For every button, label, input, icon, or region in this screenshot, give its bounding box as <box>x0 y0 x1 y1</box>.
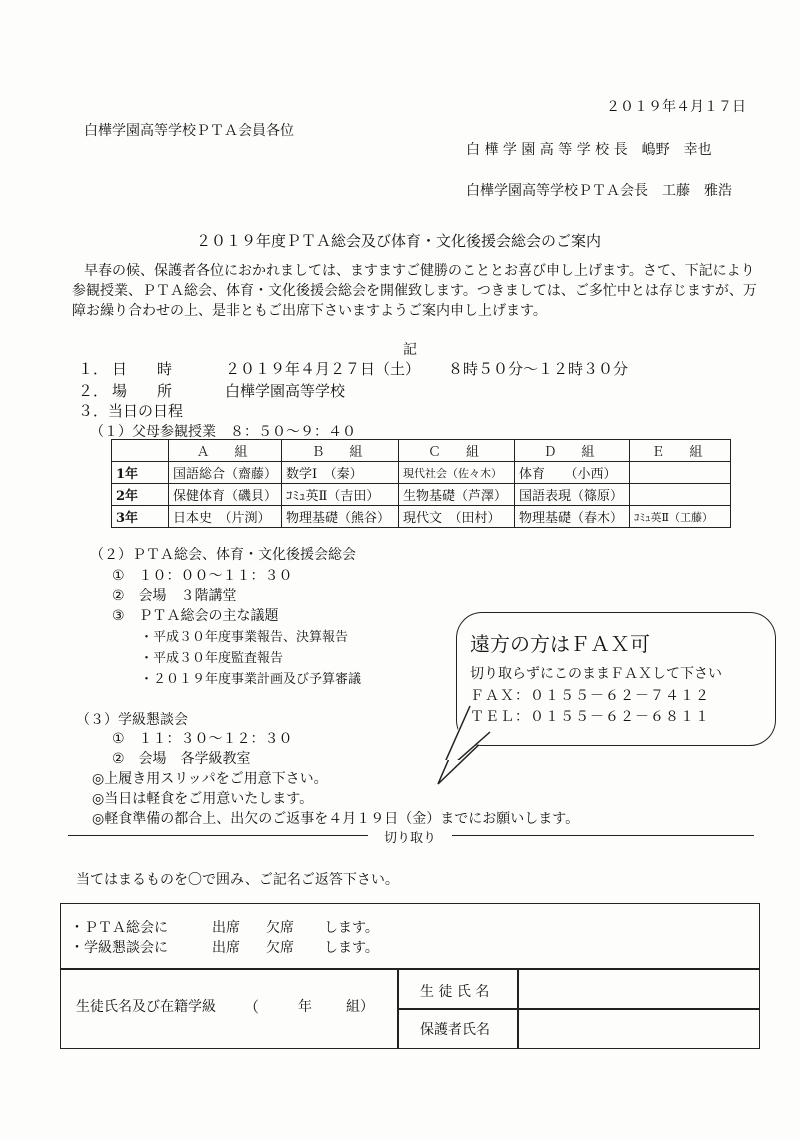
section-2-venue: ② 会場 ３階講堂 <box>112 588 237 604</box>
section-2-agenda-heading: ③ ＰＴＡ総会の主な議題 <box>112 608 279 624</box>
class-schedule-table <box>111 439 731 528</box>
item-2-num: ２． <box>78 382 109 400</box>
guardian-name-label: 保護者氏名 <box>420 1022 490 1038</box>
pta-president-name: 白樺学園高等学校ＰＴＡ会長 工藤 雅浩 <box>466 183 732 199</box>
intro-line-1: 早春の候、保護者各位におかれましては、ますますご健勝のこととお喜び申し上げます。さて、下記により <box>84 263 755 279</box>
section-1-heading: （１）父母参観授業 ８：５０～９：４０ <box>90 424 356 440</box>
addressee: 白樺学園高等学校ＰＴＡ会員各位 <box>84 123 294 139</box>
table-header-cell <box>112 440 169 462</box>
table-cell: 国語総合（齋藤） <box>169 462 282 484</box>
ki-heading: 記 <box>403 342 417 358</box>
agenda-item: ・２０１９年度事業計画及び予算審議 <box>140 672 362 687</box>
section-2-time: ① １０：００～１１：３０ <box>112 568 293 584</box>
event-place: 白樺学園高等学校 <box>225 382 346 400</box>
year-label[interactable]: 年 <box>298 999 312 1015</box>
item-2-label: 場 所 <box>112 382 173 400</box>
student-class-label: 生徒氏名及び在籍学級 <box>76 999 216 1015</box>
class-open-paren: （ <box>244 998 260 1016</box>
section-3-heading: （３）学級懇談会 <box>76 712 188 728</box>
reply-class-meeting-suffix: します。 <box>324 940 379 956</box>
table-row <box>112 506 731 528</box>
item-1-num: １． <box>78 360 109 378</box>
table-cell: 現代社会（佐々木） <box>399 462 515 484</box>
reply-pta-label: ・ＰＴＡ総会に <box>70 920 168 936</box>
document-date: ２０１９年４月１７日 <box>606 99 746 115</box>
cut-label: 切り取り <box>384 831 437 846</box>
table-cell: 国語表現（篠原） <box>515 484 630 506</box>
item-1-label: 日 時 <box>112 360 173 378</box>
section-3-time: ① １１：３０～１２：３０ <box>112 731 293 747</box>
intro-line-3: 障お繰り合わせの上、是非ともご出席下さいますようご案内申し上げます。 <box>72 303 547 319</box>
note-item: ◎上履き用スリッパをご用意下さい。 <box>92 771 328 787</box>
reply-pta-suffix: します。 <box>324 920 379 936</box>
table-cell-year: 3年 <box>112 506 169 528</box>
event-date: ２０１９年４月２７日（土） <box>225 360 421 378</box>
table-cell: 日本史 （片渕） <box>169 506 282 528</box>
table-cell: 現代文 （田村） <box>399 506 515 528</box>
table-cell <box>630 484 731 506</box>
reply-class-meeting-absent[interactable]: 欠席 <box>266 940 294 956</box>
table-row <box>112 484 731 506</box>
cut-line-left <box>68 835 368 836</box>
student-name-label: 生 徒 氏 名 <box>420 984 490 1000</box>
student-name-field[interactable] <box>520 969 756 1007</box>
section-2-heading: （２）ＰＴＡ総会、体育・文化後援会総会 <box>90 547 356 563</box>
event-time: ８時５０分～１２時３０分 <box>448 360 629 378</box>
guardian-name-field[interactable] <box>520 1009 756 1047</box>
class-close-label[interactable]: 組） <box>346 999 374 1015</box>
table-cell-year: 1年 <box>112 462 169 484</box>
table-cell-year: 2年 <box>112 484 169 506</box>
intro-line-2: 参観授業、ＰＴＡ総会、体育・文化後援会総会を開催致します。つきましては、ご多忙中とは存じますが、万 <box>72 283 757 299</box>
table-cell <box>630 462 731 484</box>
table-cell: 物理基礎（春木） <box>515 506 630 528</box>
table-header-cell: Ｅ 組 <box>630 440 731 462</box>
table-header-cell: Ｄ 組 <box>515 440 630 462</box>
agenda-item: ・平成３０年度事業報告、決算報告 <box>140 630 349 645</box>
fax-bubble-title: 遠方の方はＦＡＸ可 <box>470 632 650 656</box>
agenda-item: ・平成３０年度監査報告 <box>140 651 284 666</box>
table-cell: 保健体育（磯貝） <box>169 484 282 506</box>
principal-name: 白 樺 学 園 高 等 学 校 長 嶋野 幸也 <box>466 142 712 158</box>
table-cell: ｺﾐｭ英Ⅱ（吉田） <box>282 484 399 506</box>
table-header-row <box>112 440 731 462</box>
tel-number: ＴＥＬ：０１５５－６２－６８１１ <box>470 709 710 725</box>
cut-line-right <box>452 835 754 836</box>
reply-instruction: 当てはまるものを〇で囲み、ご記名ご返答下さい。 <box>76 872 399 888</box>
item-3-heading: ３．当日の日程 <box>78 402 184 420</box>
fax-bubble-note: 切り取らずにこのままＦＡＸして下さい <box>470 666 722 682</box>
reply-pta-absent[interactable]: 欠席 <box>266 920 294 936</box>
note-item: ◎当日は軽食をご用意いたします。 <box>92 791 314 807</box>
table-cell: 体育 （小西） <box>515 462 630 484</box>
table-header-cell: Ｂ 組 <box>282 440 399 462</box>
section-3-venue: ② 会場 各学級教室 <box>112 751 251 767</box>
table-row <box>112 462 731 484</box>
table-header-cell: Ａ 組 <box>169 440 282 462</box>
fax-number: ＦＡＸ：０１５５－６２－７４１２ <box>470 688 710 704</box>
reply-pta-attend[interactable]: 出席 <box>212 920 240 936</box>
note-item: ◎軽食準備の都合上、出欠のご返事を４月１９日（金）までにお願いします。 <box>92 811 580 827</box>
reply-class-meeting-attend[interactable]: 出席 <box>212 940 240 956</box>
table-cell: ｺﾐｭ英Ⅱ（工藤） <box>630 506 731 528</box>
page-title: ２０１９年度ＰＴＡ総会及び体育・文化後援会総会のご案内 <box>196 232 602 250</box>
reply-class-meeting-label: ・学級懇談会に <box>70 940 168 956</box>
table-header-cell: Ｃ 組 <box>399 440 515 462</box>
table-cell: 数学Ⅰ （秦） <box>282 462 399 484</box>
table-cell: 生物基礎（芦澤） <box>399 484 515 506</box>
table-cell: 物理基礎（熊谷） <box>282 506 399 528</box>
